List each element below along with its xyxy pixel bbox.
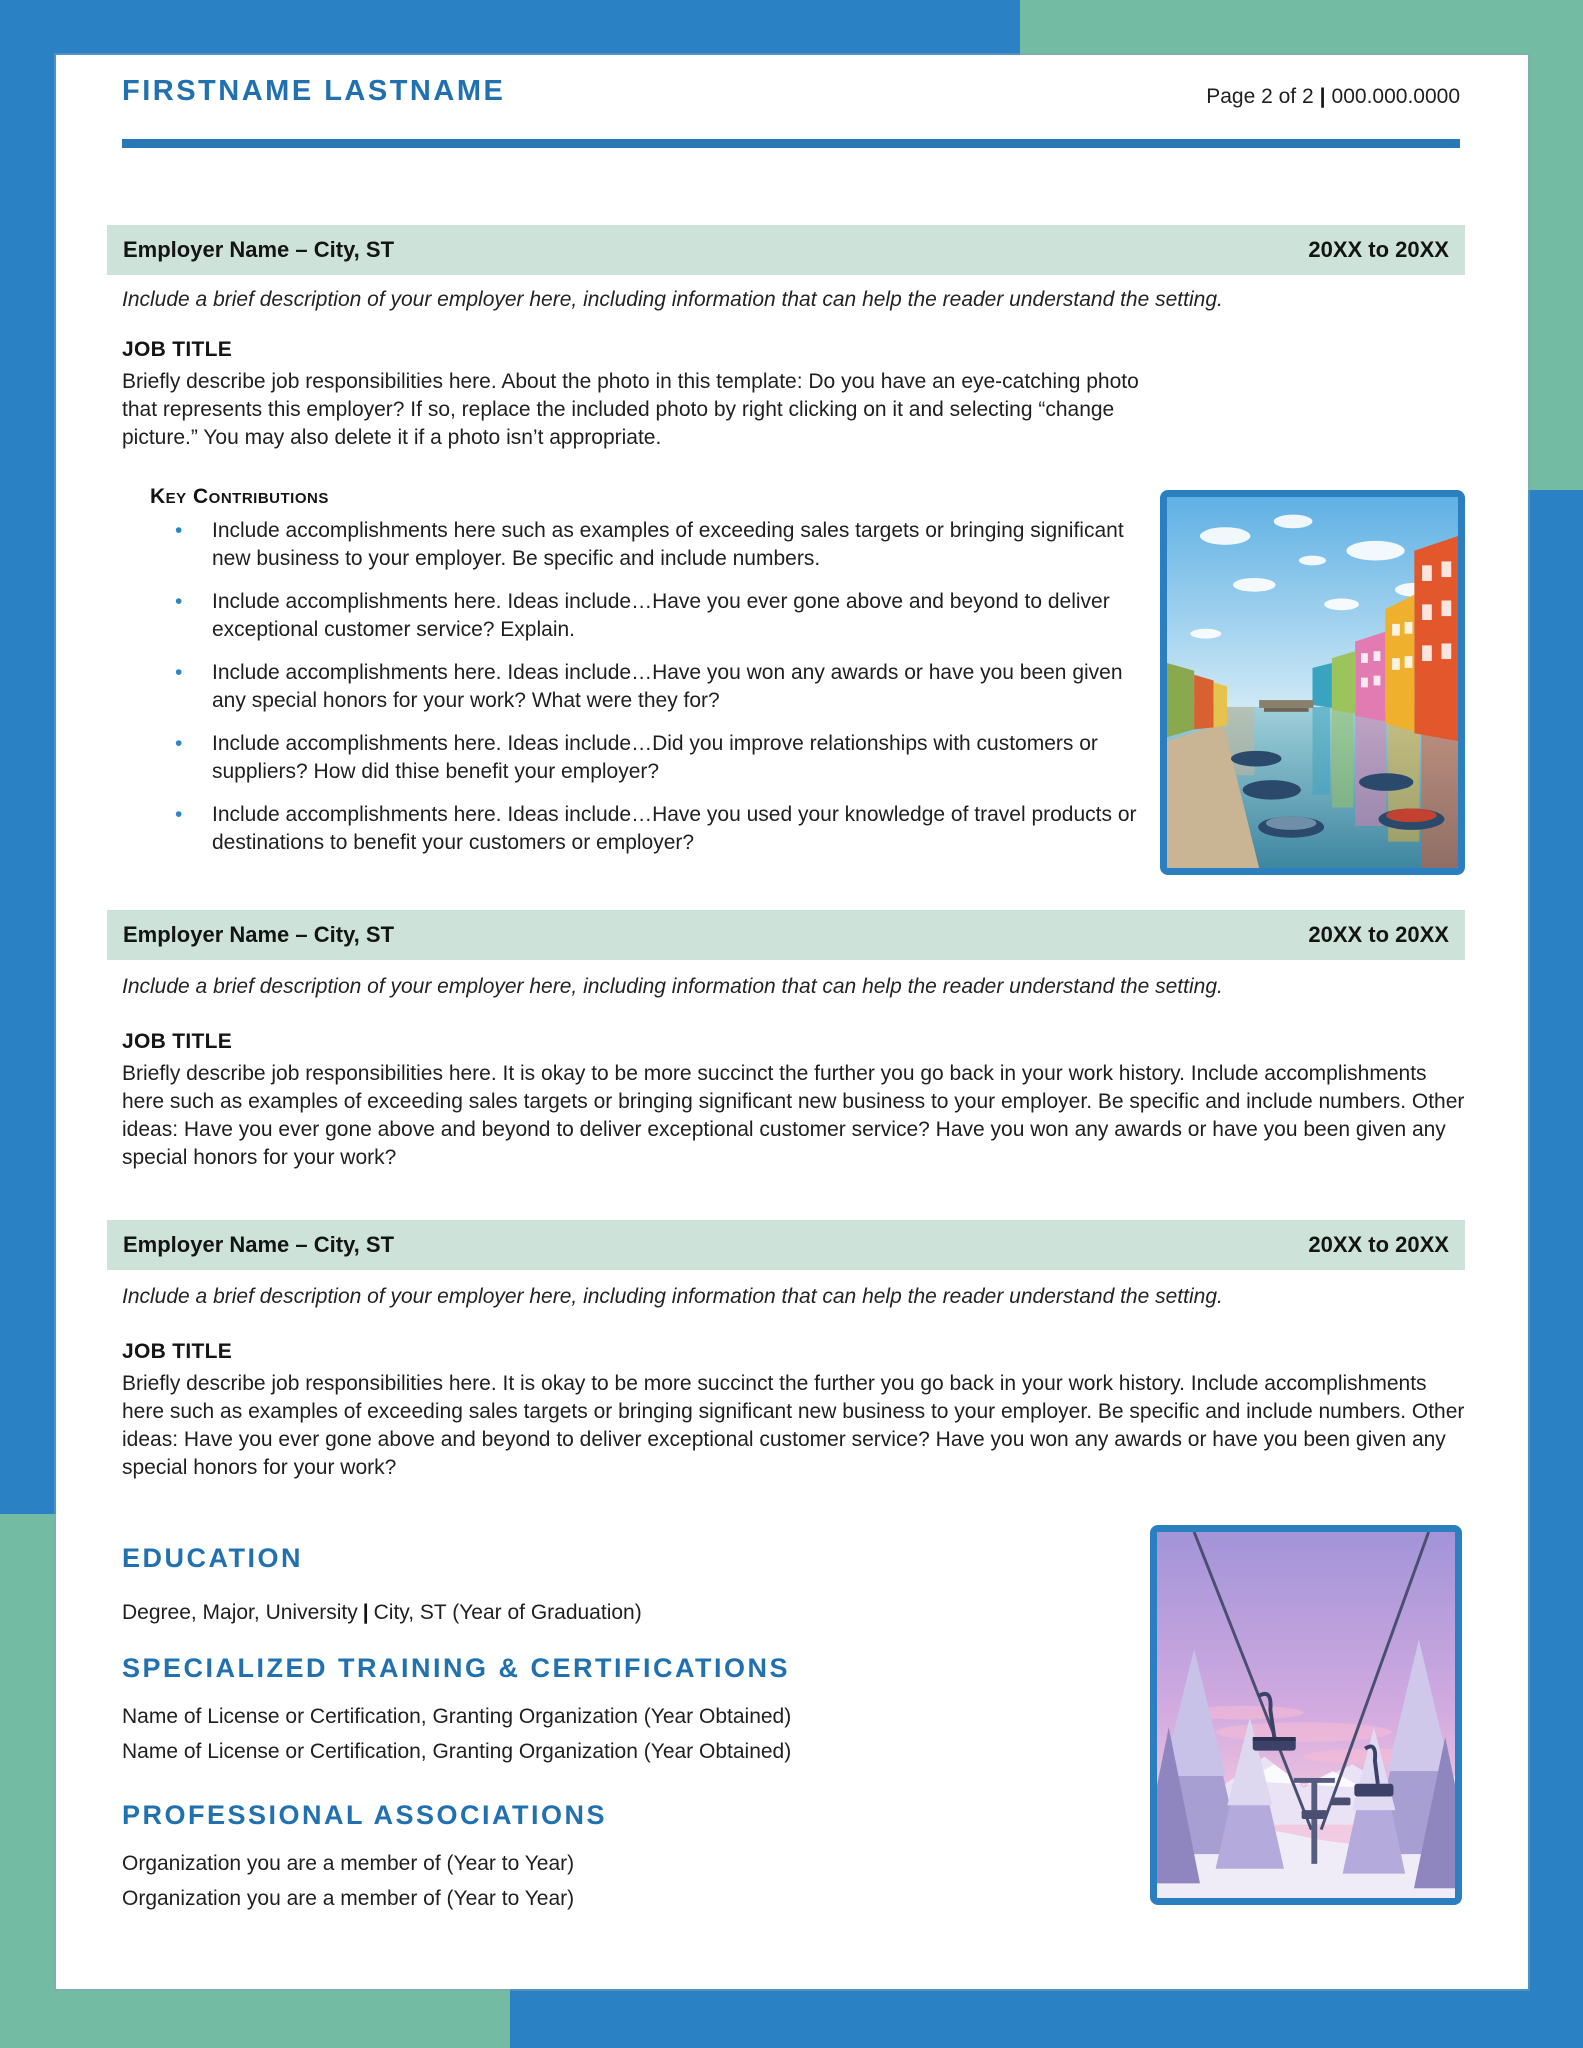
job-summary: Briefly describe job responsibilities here. It is okay to be more succinct the further you go back in your work history. Include accomplishments here such as examples of exceeding sales targets or bringing significant new business to your employer. Be specific and include numbers. Other ideas: Have you ever gone above and beyond to deliver exceptional customer service? Have you won any awards or have you been given any special honors for your work? [122,1372,1465,1479]
list-item [175,517,1160,573]
employer-bar-2 [107,910,1465,960]
association-line: Organization you are a member of (Year to Year) [122,1887,575,1910]
association-line: Organization you are a member of (Year to Year) [122,1852,575,1875]
education-heading: EDUCATION [122,1543,303,1573]
employer-bar-3 [107,1220,1465,1270]
employer-description: Include a brief description of your employer here, including information that can help the reader understand the setting. [122,288,1223,311]
job-summary: Briefly describe job responsibilities here. About the photo in this template: Do you have an eye-catching photo that represents this employer? If so, replace the included photo by right clicking on it and selecting “change picture.” You may also delete it if a photo isn’t appropriate. [122,370,1139,449]
bullet-icon: • [175,590,183,613]
certification-line: Name of License or Certification, Granting Organization (Year Obtained) [122,1705,792,1728]
bullet-icon: • [175,661,183,684]
page-number: Page 2 of 2 [1206,85,1314,108]
bullet-text: Include accomplishments here such as examples of exceeding sales targets or bringing significant new business to your employer. Be specific and include numbers. [212,519,1124,570]
bullet-icon: • [175,803,183,826]
key-contributions-list [175,517,1160,872]
bullet-text: Include accomplishments here. Ideas include…Did you improve relationships with customers or suppliers? How did thise benefit your employer? [212,732,1098,783]
list-item [175,588,1160,644]
winter-ski-lift-photo[interactable] [1150,1525,1462,1905]
employer-bar-1 [107,225,1465,275]
graduation-text: City, ST (Year of Graduation) [373,1601,642,1624]
list-item [175,659,1160,715]
employment-dates: 20XX to 20XX [1308,237,1449,262]
employer-description: Include a brief description of your employer here, including information that can help the reader understand the setting. [122,975,1223,998]
separator-pipe: | [1319,85,1326,108]
phone-number: 000.000.0000 [1331,85,1460,108]
employer-name: Employer Name – City, ST [123,1232,395,1257]
job-title: JOB TITLE [122,1340,233,1363]
colorful-canal-houses-photo[interactable] [1160,490,1465,875]
certification-line: Name of License or Certification, Granting Organization (Year Obtained) [122,1740,792,1763]
bullet-icon: • [175,519,183,542]
training-heading: SPECIALIZED TRAINING & CERTIFICATIONS [122,1653,791,1683]
ski-photo-illustration [1157,1532,1455,1898]
employer-name: Employer Name – City, ST [123,922,395,947]
page-number-and-phone [1206,85,1460,109]
separator-pipe: | [362,1601,369,1624]
resume-page [56,55,1528,1989]
header-rule [122,139,1460,148]
page-title: FIRSTNAME LASTNAME [122,75,506,107]
employer-name: Employer Name – City, ST [123,237,395,262]
job-title: JOB TITLE [122,1030,233,1053]
employment-dates: 20XX to 20XX [1308,1232,1449,1257]
job-title: JOB TITLE [122,338,233,361]
key-contributions-heading: Key Contributions [150,485,329,508]
employer-description: Include a brief description of your employer here, including information that can help the reader understand the setting. [122,1285,1223,1308]
degree-text: Degree, Major, University [122,1601,358,1624]
bullet-icon: • [175,732,183,755]
bullet-text: Include accomplishments here. Ideas include…Have you won any awards or have you been given any special honors for your work? What were they for? [212,661,1123,712]
bullet-text: Include accomplishments here. Ideas include…Have you ever gone above and beyond to deliver exceptional customer service? Explain. [212,590,1110,641]
bullet-text: Include accomplishments here. Ideas include…Have you used your knowledge of travel products or destinations to benefit your customers or employer? [212,803,1137,854]
canal-photo-illustration [1167,497,1458,868]
education-line [122,1595,642,1630]
associations-heading: PROFESSIONAL ASSOCIATIONS [122,1800,608,1830]
list-item [175,730,1160,786]
employment-dates: 20XX to 20XX [1308,922,1449,947]
job-summary: Briefly describe job responsibilities here. It is okay to be more succinct the further you go back in your work history. Include accomplishments here such as examples of exceeding sales targets or bringing significant new business to your employer. Be specific and include numbers. Other ideas: Have you ever gone above and beyond to deliver exceptional customer service? Have you won any awards or have you been given any special honors for your work? [122,1062,1465,1169]
list-item [175,801,1160,857]
